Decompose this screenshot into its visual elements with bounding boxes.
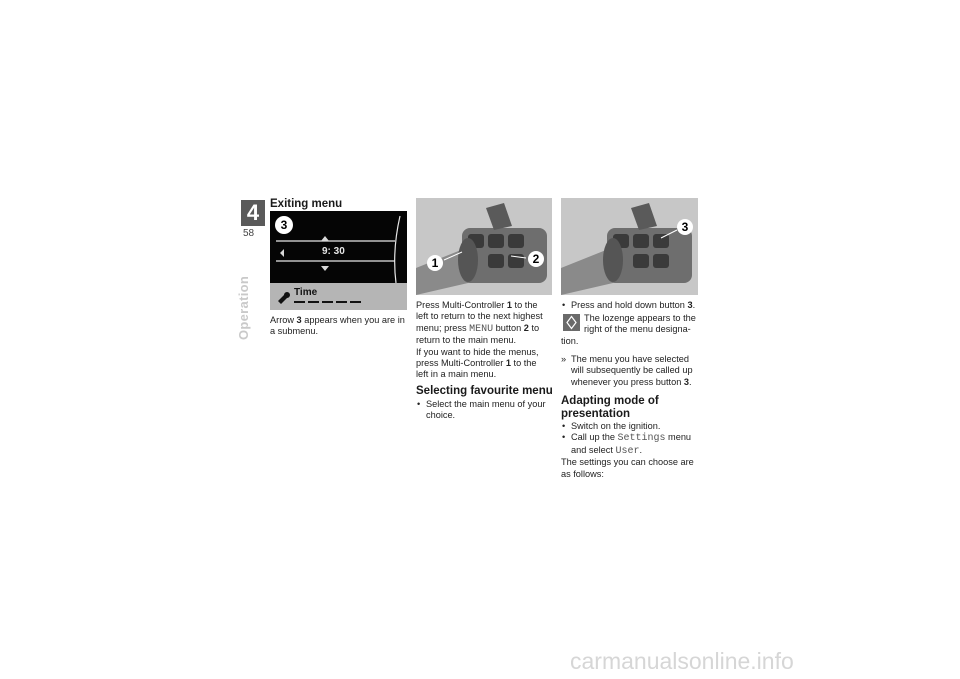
handlebar-figure-right: [561, 198, 698, 295]
display-time: 9: 30: [322, 246, 345, 257]
handlebar-graphic: [416, 198, 552, 295]
exiting-menu-text: Arrow 3 appears when you are in a submenu.: [270, 315, 405, 337]
result-text: » The menu you have selected will subsequently be called up whenever you press button 3.: [561, 354, 695, 388]
note-lozenge-b: tion.: [561, 336, 579, 346]
col3-text-top: • Press and hold down button 3.: [561, 300, 699, 311]
callout-3: 3: [280, 218, 288, 232]
heading-selecting-favourite: Selecting favourite menu: [416, 385, 553, 397]
display-figure: [270, 211, 407, 310]
callout-1: 1: [431, 256, 439, 270]
display-graphic: [270, 211, 407, 310]
lozenge-icon: [563, 314, 580, 331]
col2-bullets: • Select the main menu of your choice.: [416, 399, 550, 422]
col3-bullets: • Switch on the ignition. • Call up the Settings menu and select User. The settings you can choose are as follows:: [561, 421, 699, 480]
chapter-number: 4: [241, 200, 265, 226]
chapter-title: Operation: [236, 275, 251, 340]
watermark-footer: carmanualsonline.info: [570, 648, 794, 674]
callout-3-right: 3: [681, 220, 689, 234]
handlebar-graphic-2: [561, 198, 698, 295]
page-number: 58: [243, 228, 255, 239]
note-lozenge-a: The lozenge appears to the right of the menu designa-: [584, 313, 696, 335]
handlebar-figure-left: [416, 198, 552, 295]
col2-text: Press Multi-Controller 1 to the left to return to the next highest menu; press MENU button 2 to return to the main menu. If you want to hide the menus, press Multi-Controller 1 to the left in a main menu.: [416, 300, 543, 380]
heading-adapting-mode: Adapting mode of presentation: [561, 395, 659, 420]
display-label: Time: [294, 287, 318, 298]
callout-2: 2: [532, 252, 540, 266]
heading-exiting-menu: Exiting menu: [270, 198, 343, 210]
